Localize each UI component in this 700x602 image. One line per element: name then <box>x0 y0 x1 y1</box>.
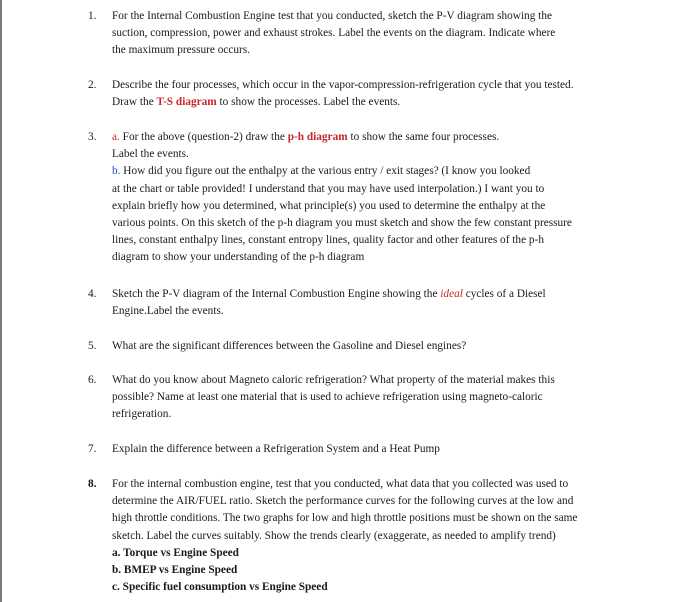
question-number: 2. <box>88 79 97 91</box>
question-number: 4. <box>88 288 97 300</box>
question-3 <box>88 129 648 267</box>
question-number: 1. <box>88 10 97 22</box>
question-text: For the Internal Combustion Engine test that you conducted, sketch the P-V diagram showing the suction, compression, power and exhaust strokes. Label the events on the diagram. Indicate where the maximum pressure occurs. <box>112 10 556 57</box>
part-b: b. How did you figure out the enthalpy at the various entry / exit stages? (I know you looked <box>112 165 531 178</box>
question-1 <box>88 8 648 60</box>
highlight-ts-diagram: T-S diagram <box>156 96 217 109</box>
question-text: Explain the difference between a Refrigeration System and a Heat Pump <box>112 443 440 455</box>
question-6 <box>88 372 648 424</box>
question-number: 6. <box>88 374 97 386</box>
question-text: a. For the above (question-2) draw the p-h diagram to show the same four processes. Label the events. b. How did you figure out the enthalpy at the various entry / exit stages? (I know you looked at the chart or table provided! I understand that you may have used interpolation.) I want you to explain briefly how you determined, what principle(s) you used to determine the enthalpy at the various points. On this sketch of the p-h diagram you must sketch and show the few constant pressure lines, constant enthalpy lines, constant entropy lines, quality factor and other features of the p-h diagram to show your understanding of the p-h diagram <box>112 129 648 267</box>
question-text: What are the significant differences between the Gasoline and Diesel engines? <box>112 340 467 352</box>
part-a: a. For the above (question-2) draw the p-h diagram to show the same four processes. <box>112 131 500 143</box>
question-4 <box>88 286 648 320</box>
question-text: Describe the four processes, which occur in the vapor-compression-refrigeration cycle that you tested. Draw the T-S diagram to show the processes. Label the events. <box>112 79 574 109</box>
question-2 <box>88 77 648 111</box>
question-text: Sketch the P-V diagram of the Internal Combustion Engine showing the ideal cycles of a Diesel Engine.Label the events. <box>112 288 546 318</box>
highlight-ideal: ideal <box>440 288 463 300</box>
item-sfc: c. Specific fuel consumption vs Engine Speed <box>112 581 328 594</box>
question-number: 8. <box>88 478 97 490</box>
question-8 <box>88 476 648 596</box>
question-number: 3. <box>88 131 97 143</box>
question-number: 7. <box>88 443 97 455</box>
question-7 <box>88 441 648 458</box>
item-torque: a. Torque vs Engine Speed <box>112 546 239 559</box>
question-text: What do you know about Magneto caloric refrigeration? What property of the material makes this possible? Name at least one material that is used to achieve refrigeration using magneto-caloric refrigeration. <box>112 374 555 421</box>
item-bmep: b. BMEP vs Engine Speed <box>112 564 238 577</box>
question-5 <box>88 338 648 355</box>
question-text: For the internal combustion engine, test that you conducted, what data that you collected was used to determine the AIR/FUEL ratio. Sketch the performance curves for the following curves at the low and high throttle conditions. The two graphs for low and high throttle positions must be shown on the same sketch. Label the curves suitably. Show the trends clearly (exaggerate, as needed to amplify trend) a. Torque vs Engine Speed b. BMEP vs Engine Speed c. Specific fuel consumption vs Engine Speed <box>112 476 648 596</box>
question-number: 5. <box>88 340 97 352</box>
highlight-ph-diagram: p-h diagram <box>287 131 348 143</box>
